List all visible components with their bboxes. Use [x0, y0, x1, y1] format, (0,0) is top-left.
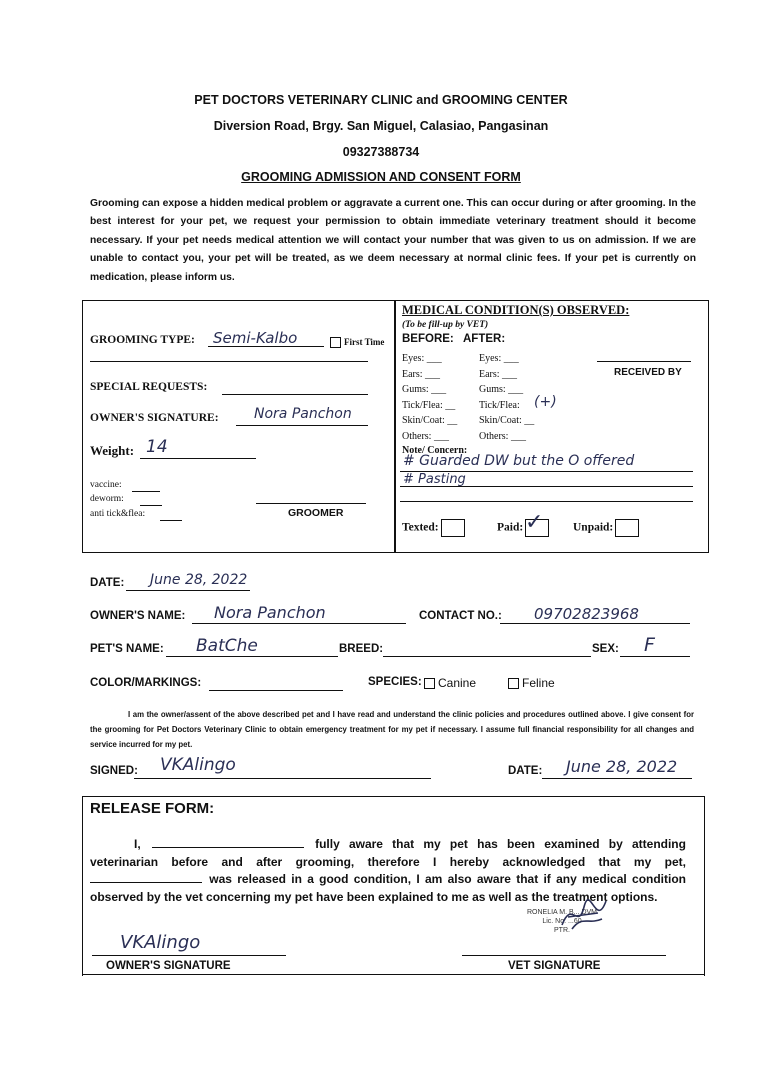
paid-check-mark: ✓ — [525, 510, 544, 535]
clinic-phone: 09327388734 — [342, 145, 420, 159]
box-divider — [394, 301, 396, 552]
after-row[interactable]: Gums: ___ — [479, 384, 524, 395]
after-row[interactable]: Skin/Coat: __ — [479, 415, 535, 426]
canine-checkbox[interactable] — [424, 678, 435, 689]
consent-text: I am the owner/assent of the above described pet and I have read and understand the clinic policies and procedures outlined above. I give consent for the grooming for Pet Doctors Veterinary Clinic to obtain emergency treatment for my pet if necessary. I assume full financial responsibility for all changes and service incurred for my pet. — [90, 710, 694, 749]
signed-date-value[interactable]: June 28, 2022 — [566, 757, 678, 776]
tick-after-value[interactable]: (+) — [534, 394, 557, 410]
breed-label: BREED: — [339, 643, 384, 655]
texted-label: Texted: — [402, 521, 439, 534]
weight-line — [140, 458, 256, 459]
species-label: SPECIES: — [368, 676, 422, 688]
pet-name-label: PET'S NAME: — [90, 643, 164, 655]
after-row[interactable]: Ears: ___ — [479, 368, 518, 380]
before-label: BEFORE: — [402, 333, 454, 345]
owner-name-value[interactable]: Nora Panchon — [214, 603, 326, 622]
canine-label: Canine — [438, 676, 477, 690]
feline-option[interactable] — [508, 676, 555, 690]
vet-stamp-ptr: PTR. — [554, 927, 570, 934]
anti-tick-line[interactable] — [160, 520, 182, 521]
release-title: RELEASE FORM: — [90, 800, 215, 817]
owner-sig-value[interactable]: VKAlingo — [120, 932, 201, 953]
canine-option[interactable] — [424, 676, 476, 690]
after-row[interactable]: Others: ___ — [479, 430, 526, 442]
note-label: Note/ Concern: — [402, 445, 468, 456]
first-time-label: First Time — [344, 337, 385, 347]
weight-value[interactable]: 14 — [146, 437, 168, 457]
owner-name-label: OWNER'S NAME: — [90, 610, 186, 622]
special-requests-line[interactable] — [222, 394, 368, 395]
unpaid-label: Unpaid: — [573, 521, 614, 534]
form-title: GROOMING ADMISSION AND CONSENT FORM — [241, 170, 521, 184]
texted-option[interactable] — [402, 519, 465, 537]
release-owner-blank[interactable] — [152, 836, 304, 848]
deworm-line[interactable] — [140, 505, 162, 506]
pet-name-value[interactable]: BatChe — [196, 636, 258, 656]
after-gums: Gums: — [479, 384, 506, 395]
note-line-3 — [400, 501, 693, 502]
clinic-address: Diversion Road, Brgy. San Miguel, Calasiao, Pangasinan — [213, 119, 549, 133]
clinic-name: PET DOCTORS VETERINARY CLINIC and GROOMING CENTER — [194, 93, 568, 107]
grooming-type-label: GROOMING TYPE: — [90, 334, 195, 346]
before-row[interactable]: Eyes: ___ — [402, 353, 442, 364]
feline-checkbox[interactable] — [508, 678, 519, 689]
signed-value[interactable]: VKAlingo — [160, 755, 236, 775]
received-by-line — [597, 361, 691, 362]
after-tick: Tick/Flea: — [479, 399, 520, 411]
vaccine-line[interactable] — [132, 491, 160, 492]
vet-signature-scribble — [558, 895, 610, 935]
anti-tick-label: anti tick&flea: — [90, 509, 146, 519]
note-value-2[interactable]: # Pasting — [403, 472, 466, 487]
signed-date-label: DATE: — [508, 765, 543, 777]
before-others: Others: — [402, 430, 432, 442]
before-ears: Ears: — [402, 368, 423, 380]
before-eyes: Eyes: — [402, 353, 425, 364]
vet-stamp-name: RONELIA M. B... DVM — [526, 909, 597, 916]
release-form-bottom — [82, 974, 705, 975]
release-text-a: I, — [134, 837, 141, 851]
note-value-1[interactable]: # Guarded DW but the O offered — [403, 453, 635, 469]
contact-label: CONTACT NO.: — [419, 610, 502, 622]
grooming-type-value[interactable]: Semi-Kalbo — [213, 329, 298, 347]
vet-sig-label: VET SIGNATURE — [508, 960, 601, 972]
before-gums: Gums: — [402, 384, 429, 395]
sex-label: SEX: — [592, 643, 619, 655]
vet-sig-line — [462, 955, 666, 956]
sex-value[interactable]: F — [644, 634, 655, 656]
groomer-line — [256, 503, 366, 504]
vet-stamp-license: Lic. No. ...60 — [542, 918, 582, 925]
vaccine-label: vaccine: — [90, 480, 122, 490]
signed-date-line — [542, 778, 692, 779]
first-time-option[interactable] — [330, 337, 384, 348]
feline-label: Feline — [522, 676, 555, 690]
owner-name-line — [192, 623, 406, 624]
after-skin: Skin/Coat: — [479, 415, 522, 426]
medical-subtitle: (To be fill-up by VET) — [402, 320, 489, 330]
contact-line — [500, 623, 690, 624]
before-tick: Tick/Flea: — [402, 399, 443, 411]
before-row[interactable]: Ears: ___ — [402, 368, 441, 380]
color-line[interactable] — [209, 690, 343, 691]
after-others: Others: — [479, 430, 509, 442]
signed-line — [134, 778, 431, 779]
received-by-label: RECEIVED BY — [614, 367, 682, 378]
before-row[interactable]: Gums: ___ — [402, 384, 447, 395]
breed-line[interactable] — [383, 656, 591, 657]
deworm-label: deworm: — [90, 494, 124, 504]
medical-before-list — [402, 351, 457, 444]
owner-sig-line — [92, 955, 286, 956]
after-row[interactable] — [479, 398, 534, 414]
after-row[interactable]: Eyes: ___ — [479, 353, 519, 364]
pet-name-line — [166, 656, 338, 657]
before-skin: Skin/Coat: — [402, 415, 445, 426]
grooming-extra-line — [90, 361, 368, 362]
before-row[interactable]: Others: ___ — [402, 430, 449, 442]
color-label: COLOR/MARKINGS: — [90, 677, 202, 689]
texted-checkbox[interactable] — [441, 519, 465, 537]
date-value[interactable]: June 28, 2022 — [150, 572, 248, 588]
sex-line — [620, 656, 690, 657]
after-ears: Ears: — [479, 368, 500, 380]
paid-label: Paid: — [497, 521, 524, 534]
before-row[interactable]: Tick/Flea: __ — [402, 399, 456, 411]
first-time-checkbox[interactable] — [330, 337, 341, 348]
release-pet-blank[interactable] — [90, 871, 202, 883]
unpaid-checkbox[interactable] — [615, 519, 639, 537]
owner-signature-value[interactable]: Nora Panchon — [254, 406, 352, 422]
owner-sig-label: OWNER'S SIGNATURE — [106, 960, 231, 972]
special-requests-label: SPECIAL REQUESTS: — [90, 381, 208, 393]
groomer-label: GROOMER — [288, 507, 344, 519]
owner-signature-label: OWNER'S SIGNATURE: — [90, 412, 219, 424]
date-line — [126, 590, 250, 591]
after-label: AFTER: — [463, 333, 506, 345]
medical-after-list — [479, 351, 534, 444]
release-text-b: fully aware that my pet has been examined by attending veterinarian before and after grooming, therefore I hereby acknowledged that my pet, — [90, 837, 686, 869]
medical-title: MEDICAL CONDITION(S) OBSERVED: — [402, 303, 630, 317]
after-eyes: Eyes: — [479, 353, 502, 364]
intro-paragraph: Grooming can expose a hidden medical problem or aggravate a current one. This can occur during or after grooming. In the best interest for your pet, we request your permission to obtain immediate veterinary treatment should it become necessary. If your pet needs medical attention we will contact your number that was given to us on admission. If we are unable to contact you, your pet will be treated, as we deem necessary at normal clinic fees. If your pet is currently on medication, please inform us. — [90, 198, 696, 283]
unpaid-option[interactable] — [573, 519, 639, 537]
weight-label: Weight: — [90, 443, 135, 458]
before-row[interactable]: Skin/Coat: __ — [402, 415, 458, 426]
date-label: DATE: — [90, 577, 125, 589]
release-text-c: was released in a good condition, I am also aware that if any medical condition observed by the vet concerning my pet have been explained to me as well as the treatment options. — [90, 872, 687, 904]
signed-label: SIGNED: — [90, 765, 138, 777]
owner-signature-line — [236, 425, 368, 426]
contact-value[interactable]: 09702823968 — [534, 605, 639, 623]
